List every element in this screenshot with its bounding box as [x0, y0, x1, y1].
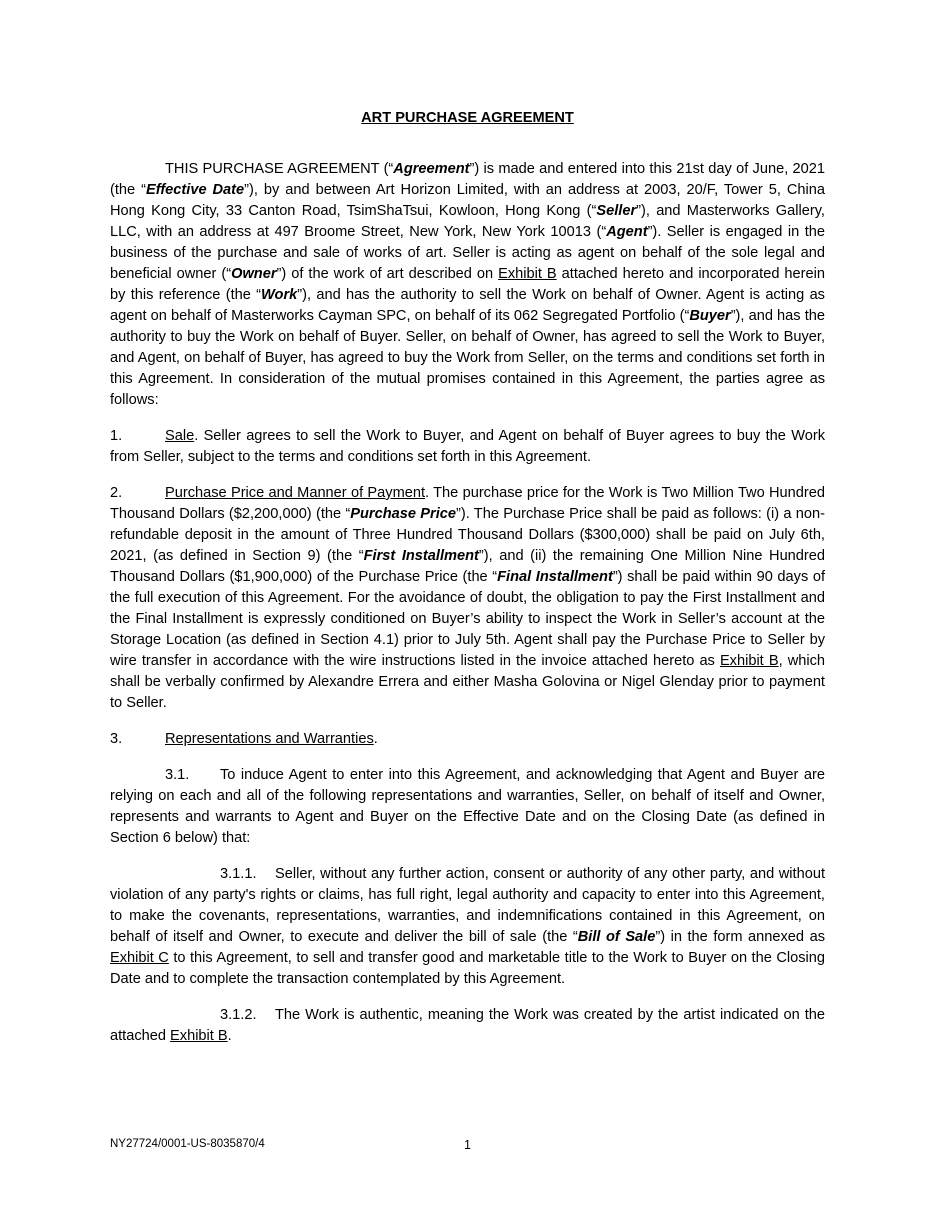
text: ”) shall be paid within 90 days of the full execution of this Agreement. For the avoidance of doubt, the obligation to pay the First Installment and the Final Installment is expressly conditioned on Buyer’s ability to inspect the Work in Seller’s account at the Storage Location (as defined in Section 4.1) prior to July 5th. Agent shall pay the Purchase Price to Seller by wire transfer in accordance with the wire instructions listed in the invoice attached hereto as	[110, 569, 825, 669]
section-2-purchase-price	[110, 483, 825, 714]
section-number: 2.	[110, 485, 123, 501]
preamble-paragraph	[110, 159, 825, 411]
text: to this Agreement, to sell and transfer good and marketable title to the Work to Buyer on the Closing Date and to complete the transaction contemplated by this Agreement.	[110, 950, 826, 987]
section-number: 3.1.2.	[220, 1007, 257, 1023]
section-3-representations	[110, 729, 825, 750]
section-3-1	[110, 765, 825, 849]
document-page	[110, 108, 825, 1047]
document-id: NY27724/0001-US-8035870/4	[110, 1138, 265, 1150]
exhibit-reference: Exhibit B	[498, 266, 557, 282]
text: . The purchase price for the Work is Two Million Two Hundred Thousand Dollars ($2,200,000) (the “	[110, 485, 825, 522]
text: ”). Seller is engaged in the business of the purchase and sale of works of art. Seller is acting as agent on behalf of the sole legal and beneficial owner (“	[110, 224, 825, 282]
text: attached hereto and incorporated herein by this reference (the “	[110, 266, 825, 303]
section-heading: Representations and Warranties	[165, 731, 374, 747]
text: To induce Agent to enter into this Agreement, and acknowledging that Agent and Buyer are relying on each and all of the following representations and warranties, Seller, on behalf of itself and Owner, represents and warrants to Agent and Buyer on the Effective Date and on the Closing Date (as defined in Section 6 below) that:	[110, 767, 825, 846]
text: THIS PURCHASE AGREEMENT (“	[165, 161, 394, 177]
text: ”) is made and entered into this 21st day of June, 2021 (the “	[110, 161, 825, 198]
text: Seller, without any further action, consent or authority of any other party, and without violation of any party's rights or claims, has full right, legal authority and capacity to enter into this Agreement, to make the covenants, representations, warranties, and indemnifications contained in this Agreement, on behalf of itself and Owner, to execute and deliver the bill of sale (the “	[110, 866, 825, 945]
text: ”), and has the authority to buy the Work on behalf of Buyer. Seller, on behalf of Owner, has agreed to sell the Work to Buyer, and Agent, on behalf of Buyer, has agreed to buy the Work from Seller, on the terms and conditions set forth in this Agreement. In consideration of the mutual promises contained in this Agreement, the parties agree as follows:	[110, 308, 825, 408]
text: ”), and has the authority to sell the Work on behalf of Owner. Agent is acting as agent on behalf of Masterworks Cayman SPC, on behalf of its 062 Segregated Portfolio (“	[110, 287, 825, 324]
defined-term: Bill of Sale	[577, 929, 656, 945]
text: ”), by and between Art Horizon Limited, with an address at 2003, 20/F, Tower 5, China Hong Kong City, 33 Canton Road, TsimShaTsui, Kowloon, Hong Kong (“	[110, 182, 825, 219]
text: .	[373, 731, 378, 747]
text: ”) of the work of art described on	[276, 266, 499, 282]
defined-term: Final Installment	[497, 569, 613, 585]
exhibit-reference: Exhibit B	[170, 1028, 228, 1044]
defined-term: Effective Date	[145, 182, 245, 198]
text: ”) in the form annexed as	[655, 929, 825, 945]
defined-term: Agent	[606, 224, 648, 240]
text: ”), and (ii) the remaining One Million Nine Hundred Thousand Dollars ($1,900,000) of the Purchase Price (the “	[110, 548, 826, 585]
defined-term: Agreement	[393, 161, 470, 177]
section-number: 3.1.	[165, 767, 190, 783]
defined-term: Work	[261, 287, 298, 303]
text: ”), and Masterworks Gallery, LLC, with an address at 497 Broome Street, New York, New York 10013 (“	[110, 203, 825, 240]
section-1-sale	[110, 426, 825, 468]
text: ”). The Purchase Price shall be paid as follows: (i) a non-refundable deposit in the amount of Three Hundred Thousand Dollars ($300,000) shall be paid on July 6th, 2021, (as defined in Section 9) (the “	[110, 506, 825, 564]
exhibit-reference: Exhibit B	[719, 653, 779, 669]
section-number: 1.	[110, 428, 123, 444]
defined-term: First Installment	[363, 548, 479, 564]
defined-term: Seller	[596, 203, 637, 219]
text: .	[227, 1028, 232, 1044]
text: . Seller agrees to sell the Work to Buyer, and Agent on behalf of Buyer agrees to buy the Work from Seller, subject to the terms and conditions set forth in this Agreement.	[110, 428, 825, 465]
defined-term: Buyer	[689, 308, 731, 324]
section-3-1-2	[110, 1005, 825, 1047]
defined-term: Owner	[231, 266, 277, 282]
text: The Work is authentic, meaning the Work was created by the artist indicated on the attached	[110, 1007, 825, 1044]
exhibit-reference: Exhibit C	[110, 950, 169, 966]
page-title: ART PURCHASE AGREEMENT	[361, 110, 574, 126]
page-footer	[110, 1138, 825, 1152]
defined-term: Purchase Price	[350, 506, 456, 522]
section-heading: Purchase Price and Manner of Payment	[165, 485, 426, 501]
section-heading: Sale	[165, 428, 195, 444]
section-3-1-1	[110, 864, 825, 990]
section-number: 3.1.1.	[220, 866, 257, 882]
page-number: 1	[464, 1138, 471, 1152]
section-number: 3.	[110, 731, 123, 747]
text: , which shall be verbally confirmed by Alexandre Errera and either Masha Golovina or Nigel Glenday prior to payment to Seller.	[110, 653, 826, 711]
